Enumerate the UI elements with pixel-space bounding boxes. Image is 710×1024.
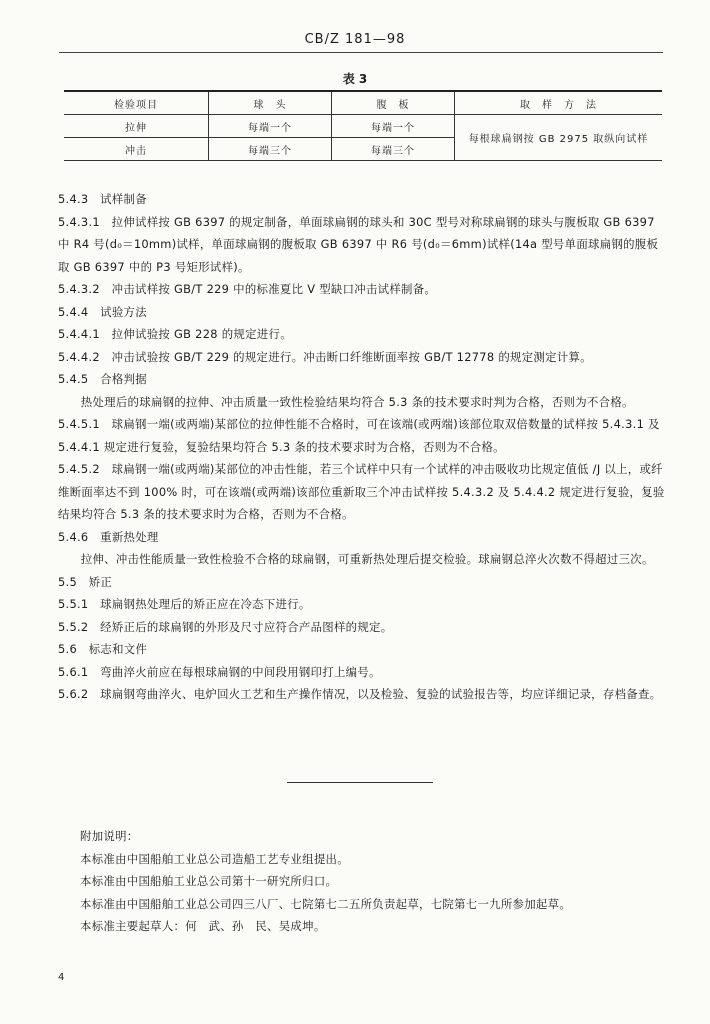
notes-line: 本标准由中国船舶工业总公司造船工艺专业组提出。 <box>80 851 349 866</box>
clause-paragraph: 5.4.3.2 冲击试样按 GB/T 229 中的标准夏比 V 型缺口冲击试样制备。 <box>58 282 437 296</box>
table-header-row <box>64 91 662 115</box>
clause-heading: 5.5 矫正 <box>58 574 113 589</box>
clause-paragraph: 5.6.1 弯曲淬火前应在每根球扁钢的中间段用钢印打上编号。 <box>58 664 381 679</box>
cell-item: 冲击 <box>64 138 209 161</box>
header-sampling-method: 取 样 方 法 <box>455 91 663 115</box>
clause-heading: 5.4.5 合格判据 <box>58 372 147 386</box>
table-row <box>64 115 662 138</box>
page-header: CB/Z 181—98 <box>304 32 406 47</box>
header-web: 腹 板 <box>332 91 455 115</box>
body-text <box>58 188 666 706</box>
clause-paragraph: 5.5.2 经矫正后的球扁钢的外形及尺寸应符合产品图样的规定。 <box>58 619 393 634</box>
clause-paragraph: 5.4.5.1 球扁钢一端(或两端)某部位的拉伸性能不合格时，可在该端(或两端)该部位取双倍数量的试样按 5.4.3.1 及 5.4.4.1 规定进行复验，复验结果均符合 5.3 条的技术要求时为合格，否则为不合格。 <box>58 417 660 454</box>
clause-heading: 5.6 标志和文件 <box>58 642 148 656</box>
notes-title: 附加说明： <box>80 829 139 843</box>
cell-web: 每端一个 <box>332 115 455 138</box>
notes-line: 本标准由中国船舶工业总公司第十一研究所归口。 <box>80 874 338 888</box>
clause-paragraph: 5.4.3.1 拉伸试样按 GB 6397 的规定制备，单面球扁钢的球头和 30C 型号对称球扁钢的球头与腹板取 GB 6397 中 R4 号(d₀＝10mm)试样，单面球扁钢的腹板取 GB 6397 中 R6 号(d₀＝6mm)试样(14a 型号单面球扁钢的腹板取 GB 6397 中的 P3 号矩形试样)。 <box>58 214 659 274</box>
additional-notes <box>80 825 670 938</box>
cell-web: 每端三个 <box>332 138 455 161</box>
clause-heading: 5.4.4 试验方法 <box>58 304 147 319</box>
table-caption: 表 3 <box>342 72 368 86</box>
notes-line: 本标准由中国船舶工业总公司四三八厂、七院第七二五所负责起草，七院第七一九所参加起草。 <box>80 896 572 911</box>
clause-paragraph: 热处理后的球扁钢的拉伸、冲击质量一致性检验结果均符合 5.3 条的技术要求时判为合格，否则为不合格。 <box>80 394 634 409</box>
clause-paragraph: 5.6.2 球扁钢弯曲淬火、电炉回火工艺和生产操作情况，以及检验、复验的试验报告等，均应详细记录，存档备查。 <box>58 687 662 701</box>
clause-paragraph: 拉伸、冲击性能质量一致性检验不合格的球扁钢，可重新热处理后提交检验。球扁钢总淬火次数不得超过三次。 <box>80 552 654 566</box>
clause-heading: 5.4.6 重新热处理 <box>58 529 159 544</box>
clause-paragraph: 5.4.4.2 冲击试验按 GB/T 229 的规定进行。冲击断口纤维断面率按 GB/T 12778 的规定测定计算。 <box>58 349 592 364</box>
clause-paragraph: 5.5.1 球扁钢热处理后的矫正应在冷态下进行。 <box>58 597 311 611</box>
cell-sampling-method: 每根球扁钢按 GB 2975 取纵向试样 <box>455 115 663 161</box>
cell-item: 拉伸 <box>64 115 209 138</box>
header-rule <box>59 52 663 53</box>
page-number: 4 <box>58 972 65 983</box>
cell-bulb: 每端一个 <box>209 115 332 138</box>
header-bulb: 球 头 <box>209 91 332 115</box>
sampling-table <box>64 90 662 161</box>
cell-bulb: 每端三个 <box>209 138 332 161</box>
notes-line: 本标准主要起草人：何 武、孙 民、吴成坤。 <box>80 919 326 933</box>
header-inspection-item: 检验项目 <box>64 91 209 115</box>
clause-paragraph: 5.4.5.2 球扁钢一端(或两端)某部位的冲击性能，若三个试样中只有一个试样的冲击吸收功比规定值低 /J 以上，或纤维断面率达不到 100% 时，可在该端(或两端)该部位重新取三个冲击试样按 5.4.3.2 及 5.4.4.2 规定进行复验，复验结果均符合 5.3 条的技术要求时为合格，否则为不合格。 <box>58 462 665 521</box>
clause-heading: 5.4.3 试样制备 <box>58 192 147 206</box>
end-separator <box>287 782 433 783</box>
clause-paragraph: 5.4.4.1 拉伸试验按 GB 228 的规定进行。 <box>58 327 292 341</box>
